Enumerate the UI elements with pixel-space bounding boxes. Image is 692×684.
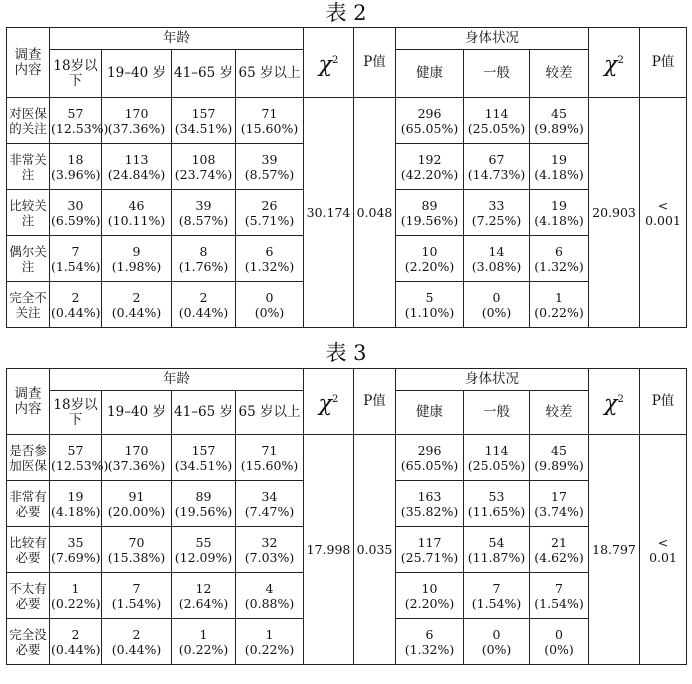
cell-percent: (1.54%)	[471, 595, 522, 611]
cell-count: 12	[195, 580, 212, 596]
row-label: 比较有必要	[7, 527, 50, 573]
cell-percent: (15.38%)	[107, 549, 166, 565]
header-topic: 调查内容	[7, 369, 50, 435]
cell-count: 89	[421, 197, 438, 213]
cell-percent: (37.36%)	[107, 120, 166, 136]
age-cell	[50, 282, 102, 328]
health-cell	[530, 619, 589, 665]
age-cell	[236, 236, 304, 282]
cell-percent: (3.96%)	[51, 166, 101, 182]
chi-square-value: 20.903	[589, 98, 640, 328]
cell-percent: (7.03%)	[244, 549, 295, 565]
health-cell	[464, 144, 530, 190]
cell-percent: (35.82%)	[400, 503, 459, 519]
cell-count: 4	[265, 580, 274, 596]
cell-count: 0	[492, 289, 501, 305]
age-cell	[172, 573, 236, 619]
cell-count: 33	[488, 197, 505, 213]
row-label: 对医保的关注	[7, 98, 50, 144]
cell-count: 117	[417, 534, 442, 550]
cell-percent: (25.05%)	[467, 120, 526, 136]
health-cell	[396, 619, 464, 665]
cell-percent: (0%)	[481, 304, 512, 320]
cell-percent: (11.87%)	[467, 549, 526, 565]
age-cell	[102, 527, 172, 573]
age-cell	[50, 144, 102, 190]
age-cell	[236, 619, 304, 665]
cell-count: 6	[425, 626, 434, 642]
health-cell	[530, 481, 589, 527]
cell-count: 1	[199, 626, 208, 642]
header-p-value: P值	[354, 369, 396, 435]
health-cell	[464, 435, 530, 481]
header-topic: 调查内容	[7, 28, 50, 98]
header-health: 身体状况	[396, 28, 589, 50]
header-age-col: 18岁以下	[50, 50, 102, 98]
header-chi-square: $\chi^2$	[589, 28, 640, 98]
health-cell	[396, 573, 464, 619]
cell-percent: (15.60%)	[240, 120, 299, 136]
cell-count: 296	[417, 105, 442, 121]
p-value	[640, 435, 687, 665]
cell-percent: (0%)	[544, 641, 574, 657]
cell-count: 2	[71, 289, 80, 305]
cell-percent: (42.20%)	[400, 166, 459, 182]
cell-percent: (1.54%)	[534, 595, 584, 611]
age-cell	[102, 190, 172, 236]
health-cell	[464, 481, 530, 527]
row-label: 是否参加医保	[7, 435, 50, 481]
header-chi-square: $\chi^2$	[589, 369, 640, 435]
cell-count: 108	[191, 151, 216, 167]
age-cell	[172, 619, 236, 665]
health-cell	[530, 573, 589, 619]
cell-count: 7	[132, 580, 141, 596]
cell-percent: (6.59%)	[51, 212, 101, 228]
cell-percent: (1.10%)	[404, 304, 455, 320]
health-cell	[396, 98, 464, 144]
cell-count: 45	[551, 442, 567, 458]
cell-percent: (19.56%)	[174, 503, 233, 519]
header-age-col: 19–40 岁	[102, 50, 172, 98]
age-cell	[172, 98, 236, 144]
cell-count: 0	[265, 289, 274, 305]
cell-count: 32	[261, 534, 278, 550]
cell-percent: (24.84%)	[107, 166, 166, 182]
health-cell	[396, 527, 464, 573]
cell-count: 7	[555, 580, 563, 596]
cell-percent: (34.51%)	[174, 457, 233, 473]
table-body	[7, 435, 687, 665]
health-cell	[530, 527, 589, 573]
cell-percent: (1.32%)	[404, 641, 455, 657]
cell-count: 71	[261, 442, 278, 458]
header-age: 年龄	[50, 28, 304, 50]
cell-percent: (0.22%)	[51, 595, 101, 611]
health-cell	[396, 144, 464, 190]
health-cell	[464, 190, 530, 236]
chi-square-value: 17.998	[304, 435, 354, 665]
header-age-col: 18岁以下	[50, 391, 102, 435]
health-cell	[396, 236, 464, 282]
cell-count: 192	[417, 151, 442, 167]
cell-count: 19	[551, 197, 567, 213]
cell-percent: (8.57%)	[178, 212, 229, 228]
age-cell	[236, 190, 304, 236]
health-cell	[396, 435, 464, 481]
cell-percent: (0.22%)	[178, 641, 229, 657]
cell-percent: (9.89%)	[534, 457, 584, 473]
p-value-number: 0.01	[649, 549, 677, 565]
cell-count: 9	[132, 243, 141, 259]
row-label: 不太有必要	[7, 573, 50, 619]
cell-count: 7	[71, 243, 80, 259]
health-cell	[464, 236, 530, 282]
cell-percent: (12.09%)	[174, 549, 233, 565]
cell-percent: (25.05%)	[467, 457, 526, 473]
age-cell	[236, 481, 304, 527]
age-cell	[102, 282, 172, 328]
row-label: 完全没必要	[7, 619, 50, 665]
cell-count: 114	[484, 105, 509, 121]
cell-percent: (5.71%)	[244, 212, 295, 228]
age-cell	[236, 573, 304, 619]
header-health-col: 健康	[396, 50, 464, 98]
header-health-col: 健康	[396, 391, 464, 435]
age-cell	[236, 435, 304, 481]
age-cell	[172, 236, 236, 282]
cell-percent: (1.54%)	[51, 258, 101, 274]
age-cell	[102, 481, 172, 527]
cell-percent: (1.54%)	[111, 595, 162, 611]
cell-percent: (1.76%)	[178, 258, 229, 274]
health-cell	[396, 282, 464, 328]
cell-percent: (1.32%)	[534, 258, 584, 274]
cell-percent: (2.20%)	[404, 258, 455, 274]
cell-count: 19	[551, 151, 567, 167]
cell-count: 71	[261, 105, 278, 121]
cell-count: 163	[417, 488, 442, 504]
header-p-value: P值	[354, 28, 396, 98]
age-cell	[50, 527, 102, 573]
age-cell	[236, 282, 304, 328]
header-age-col: 65 岁以上	[236, 50, 304, 98]
cell-count: 2	[71, 626, 80, 642]
cell-count: 17	[551, 488, 567, 504]
p-value: 0.048	[354, 98, 396, 328]
p-value: 0.035	[354, 435, 396, 665]
header-age: 年龄	[50, 369, 304, 391]
header-age-col: 19–40 岁	[102, 391, 172, 435]
age-cell	[50, 98, 109, 144]
cell-count: 5	[425, 289, 434, 305]
cell-percent: (9.89%)	[534, 120, 584, 136]
age-cell	[236, 527, 304, 573]
age-cell	[102, 98, 172, 144]
age-cell	[102, 573, 172, 619]
cell-count: 10	[421, 580, 438, 596]
cell-percent: (0%)	[254, 304, 285, 320]
cell-count: 35	[67, 534, 84, 550]
cell-count: 55	[195, 534, 212, 550]
cell-percent: (11.65%)	[467, 503, 526, 519]
cell-count: 6	[555, 243, 563, 259]
health-cell	[530, 236, 589, 282]
cell-percent: (15.60%)	[240, 457, 299, 473]
cell-count: 1	[555, 289, 563, 305]
row-label: 非常关注	[7, 144, 50, 190]
cell-percent: (8.57%)	[244, 166, 295, 182]
cell-percent: (34.51%)	[174, 120, 233, 136]
age-cell	[102, 236, 172, 282]
cell-count: 157	[191, 442, 216, 458]
cell-count: 113	[124, 151, 149, 167]
p-value	[640, 98, 687, 328]
header-health-col: 一般	[464, 50, 530, 98]
cell-count: 39	[261, 151, 278, 167]
header-chi-square: $\chi^2$	[304, 28, 354, 98]
table-body	[7, 98, 687, 328]
age-cell	[102, 435, 172, 481]
cell-percent: (10.11%)	[107, 212, 166, 228]
row-label: 完全不关注	[7, 282, 50, 328]
cell-percent: (4.18%)	[534, 212, 584, 228]
cell-percent: (65.05%)	[400, 120, 459, 136]
age-cell	[172, 282, 236, 328]
cell-percent: (0.22%)	[244, 641, 295, 657]
cell-percent: (0%)	[481, 641, 512, 657]
cell-percent: (37.36%)	[107, 457, 166, 473]
age-cell	[236, 144, 304, 190]
cell-count: 70	[128, 534, 145, 550]
health-cell	[396, 481, 464, 527]
age-cell	[102, 144, 172, 190]
health-cell	[464, 573, 530, 619]
cell-percent: (7.47%)	[244, 503, 295, 519]
age-cell	[50, 619, 102, 665]
cell-count: 6	[265, 243, 274, 259]
cell-percent: (0.44%)	[51, 304, 101, 320]
p-value-sign: <	[657, 534, 669, 550]
table-row	[7, 98, 687, 144]
p-value-sign: <	[657, 197, 669, 213]
cell-count: 114	[484, 442, 509, 458]
cell-percent: (7.25%)	[471, 212, 522, 228]
cell-count: 170	[124, 105, 149, 121]
cell-count: 296	[417, 442, 442, 458]
cell-count: 0	[492, 626, 501, 642]
cell-count: 21	[551, 534, 567, 550]
health-cell	[530, 282, 589, 328]
age-cell	[236, 98, 304, 144]
health-cell	[464, 527, 530, 573]
cell-count: 157	[191, 105, 216, 121]
cell-count: 1	[71, 580, 80, 596]
cell-percent: (25.71%)	[400, 549, 459, 565]
age-cell	[50, 190, 102, 236]
header-age-col: 65 岁以上	[236, 391, 304, 435]
age-cell	[172, 144, 236, 190]
cell-count: 1	[265, 626, 274, 642]
cell-percent: (2.64%)	[178, 595, 229, 611]
cell-percent: (1.98%)	[111, 258, 162, 274]
stats-table-2	[6, 27, 687, 328]
cell-percent: (0.22%)	[534, 304, 584, 320]
header-age-col: 41–65 岁	[172, 391, 236, 435]
cell-percent: (23.74%)	[174, 166, 233, 182]
table-caption: 表 3	[325, 341, 367, 365]
health-cell	[464, 619, 530, 665]
cell-percent: (3.74%)	[534, 503, 584, 519]
health-cell	[396, 190, 464, 236]
cell-count: 53	[488, 488, 505, 504]
cell-percent: (65.05%)	[400, 457, 459, 473]
cell-count: 10	[421, 243, 438, 259]
cell-count: 39	[195, 197, 212, 213]
cell-count: 7	[492, 580, 501, 596]
cell-percent: (14.73%)	[467, 166, 526, 182]
row-label: 非常有必要	[7, 481, 50, 527]
health-cell	[464, 282, 530, 328]
row-label: 偶尔关注	[7, 236, 50, 282]
age-cell	[172, 481, 236, 527]
row-label: 比较关注	[7, 190, 50, 236]
chi-square-value: 30.174	[304, 98, 354, 328]
age-cell	[172, 435, 236, 481]
cell-count: 26	[261, 197, 278, 213]
cell-percent: (0.44%)	[178, 304, 229, 320]
health-cell	[530, 98, 589, 144]
age-cell	[172, 190, 236, 236]
cell-percent: (0.44%)	[111, 641, 162, 657]
cell-percent: (0.88%)	[244, 595, 295, 611]
cell-count: 54	[488, 534, 505, 550]
header-health: 身体状况	[396, 369, 589, 391]
age-cell	[50, 481, 102, 527]
cell-percent: (3.08%)	[471, 258, 522, 274]
header-health-col: 一般	[464, 391, 530, 435]
cell-percent: (4.18%)	[51, 503, 101, 519]
header-chi-square: $\chi^2$	[304, 369, 354, 435]
cell-count: 30	[67, 197, 84, 213]
chi-square-value: 18.797	[589, 435, 640, 665]
cell-percent: (1.32%)	[244, 258, 295, 274]
cell-count: 2	[199, 289, 208, 305]
cell-count: 18	[67, 151, 84, 167]
age-cell	[50, 573, 102, 619]
health-cell	[530, 190, 589, 236]
table-caption: 表 2	[325, 1, 367, 25]
cell-percent: (4.62%)	[534, 549, 584, 565]
cell-percent: (0.44%)	[51, 641, 101, 657]
cell-count: 8	[199, 243, 208, 259]
cell-percent: (12.53%)	[51, 120, 109, 136]
cell-percent: (20.00%)	[107, 503, 166, 519]
p-value-number: 0.001	[645, 212, 681, 228]
cell-count: 46	[128, 197, 145, 213]
cell-count: 2	[132, 289, 141, 305]
cell-count: 91	[128, 488, 145, 504]
header-health-col: 较差	[530, 391, 589, 435]
cell-percent: (4.18%)	[534, 166, 584, 182]
header-p-value: P值	[640, 28, 687, 98]
health-cell	[464, 98, 530, 144]
age-cell	[172, 527, 236, 573]
cell-count: 2	[132, 626, 141, 642]
cell-percent: (12.53%)	[51, 457, 109, 473]
header-p-value: P值	[640, 369, 687, 435]
header-age-col: 41–65 岁	[172, 50, 236, 98]
cell-count: 14	[488, 243, 505, 259]
table-row	[7, 435, 687, 481]
cell-count: 0	[555, 626, 563, 642]
cell-count: 57	[67, 442, 84, 458]
cell-count: 89	[195, 488, 212, 504]
cell-percent: (2.20%)	[404, 595, 455, 611]
stats-table-3	[6, 368, 687, 665]
cell-count: 170	[124, 442, 149, 458]
cell-count: 67	[488, 151, 505, 167]
cell-percent: (0.44%)	[111, 304, 162, 320]
cell-count: 19	[67, 488, 84, 504]
health-cell	[530, 435, 589, 481]
health-cell	[530, 144, 589, 190]
cell-count: 34	[261, 488, 278, 504]
header-health-col: 较差	[530, 50, 589, 98]
age-cell	[102, 619, 172, 665]
age-cell	[50, 236, 102, 282]
cell-percent: (7.69%)	[51, 549, 101, 565]
cell-percent: (19.56%)	[400, 212, 459, 228]
cell-count: 45	[551, 105, 567, 121]
age-cell	[50, 435, 109, 481]
cell-count: 57	[67, 105, 84, 121]
